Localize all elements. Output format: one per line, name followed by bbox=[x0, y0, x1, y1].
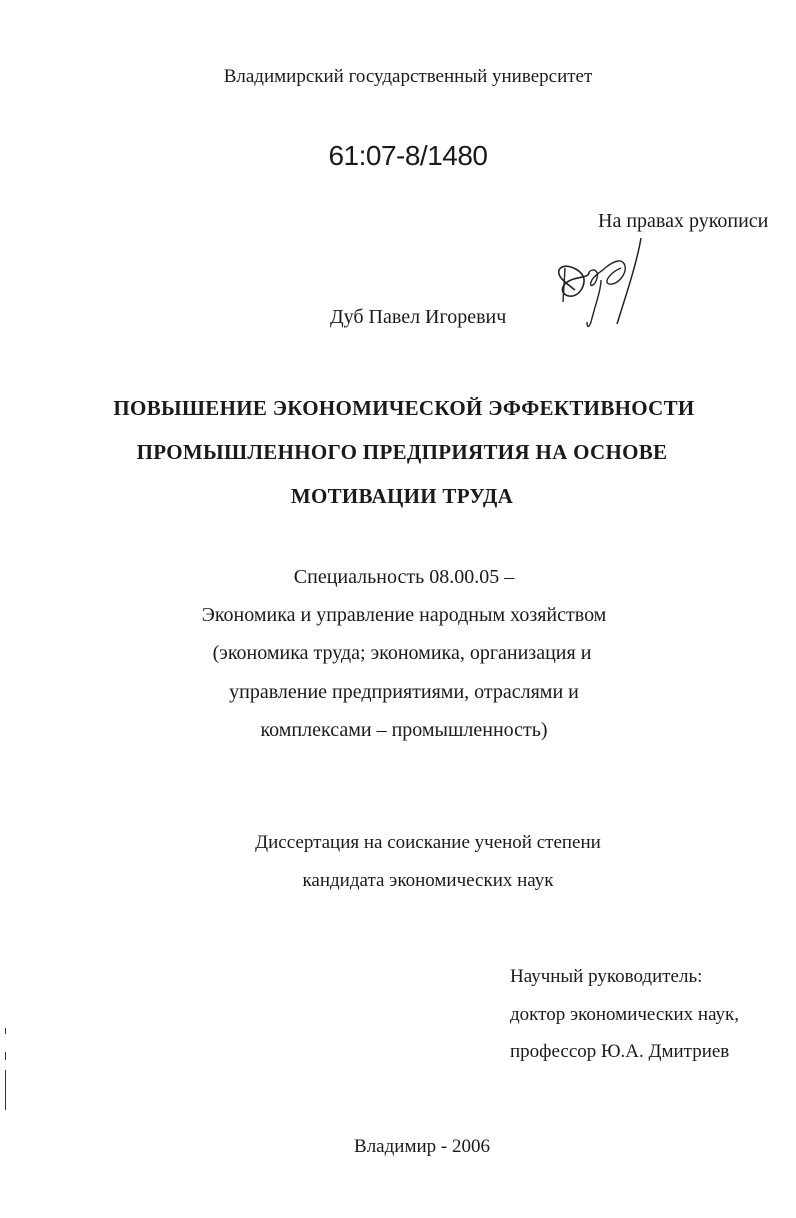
specialty-line-2: Экономика и управление народным хозяйством bbox=[201, 604, 607, 626]
dissertation-line-2: кандидата экономических наук bbox=[302, 870, 554, 891]
library-code: 61:07-8/1480 bbox=[328, 140, 488, 171]
title-line-2: ПРОМЫШЛЕННОГО ПРЕДПРИЯТИЯ НА ОСНОВЕ bbox=[136, 440, 668, 464]
scan-edge-mark bbox=[5, 1052, 6, 1060]
specialty-line-1: Специальность 08.00.05 – bbox=[293, 566, 515, 588]
supervisor-degree: доктор экономических наук, bbox=[510, 1004, 740, 1025]
manuscript-rights-note: На правах рукописи bbox=[598, 210, 769, 232]
author-name: Дуб Павел Игоревич bbox=[330, 306, 507, 328]
title-line-3: МОТИВАЦИИ ТРУДА bbox=[290, 484, 514, 508]
title-line-1: ПОВЫШЕНИЕ ЭКОНОМИЧЕСКОЙ ЭФФЕКТИВНОСТИ bbox=[113, 396, 695, 420]
specialty-line-5: комплексами – промышленность) bbox=[260, 719, 548, 741]
dissertation-line-1: Диссертация на соискание ученой степени bbox=[255, 832, 601, 853]
university-name: Владимирский государственный университет bbox=[223, 66, 593, 87]
supervisor-label: Научный руководитель: bbox=[510, 966, 703, 987]
scan-edge-mark bbox=[5, 1070, 6, 1110]
author-signature bbox=[545, 232, 655, 332]
supervisor-name: профессор Ю.А. Дмитриев bbox=[510, 1041, 730, 1062]
city-year: Владимир - 2006 bbox=[354, 1136, 490, 1157]
specialty-line-4: управление предприятиями, отраслями и bbox=[229, 681, 579, 703]
scan-edge-mark bbox=[5, 1028, 6, 1034]
specialty-line-3: (экономика труда; экономика, организация и bbox=[212, 642, 592, 664]
